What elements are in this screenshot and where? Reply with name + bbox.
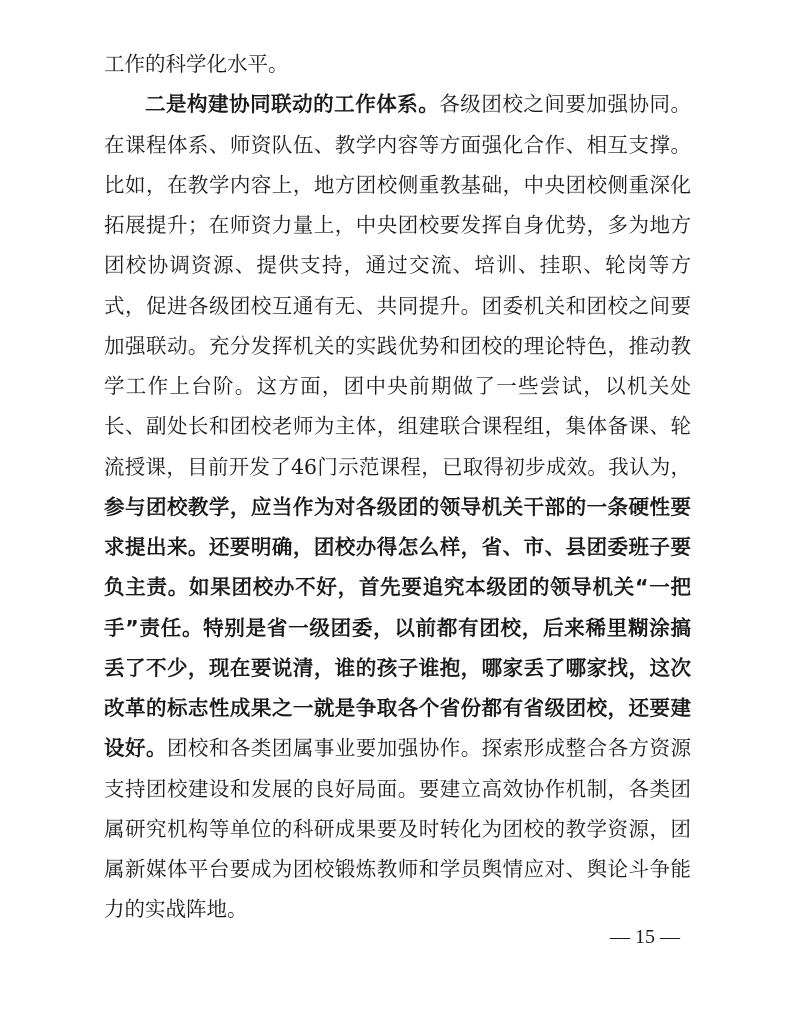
text-segment: 比如，在教学内容上，地方团校侧重教基础，中央团校侧重深化 <box>104 172 691 197</box>
text-segment: 属研究机构等单位的科研成果要及时转化为团校的教学资源，团 <box>104 816 691 841</box>
text-segment: 流授课，目前开发了46门示范课程，已取得初步成效。我认为， <box>104 454 691 479</box>
text-line <box>104 733 691 763</box>
bold-text-segment: 丢了不少，现在要说清，谁的孩子谁抱，哪家丢了哪家找，这次 <box>104 655 691 680</box>
text-segment: 力的实战阵地。 <box>104 897 248 922</box>
text-segment: 团校协调资源、提供支持，通过交流、培训、挂职、轮岗等方 <box>104 253 691 278</box>
text-segment: 长、副处长和团校老师为主体，组建联合课程组，集体备课、轮 <box>104 414 691 439</box>
text-line <box>104 371 691 401</box>
text-line <box>104 210 691 240</box>
text-segment: 工作的科学化水平。 <box>104 52 289 76</box>
bold-text-segment: 手”责任。特别是省一级团委，以前都有团校，后来稀里糊涂搞 <box>104 615 691 640</box>
text-line <box>104 452 691 482</box>
page-number: — 15 — <box>610 926 680 948</box>
text-segment: 拓展提升；在师资力量上，中央团校要发挥自身优势，多为地方 <box>104 213 691 237</box>
bold-text-segment: 参与团校教学，应当作为对各级团的领导机关干部的一条硬性要 <box>104 494 691 519</box>
text-segment: 在课程体系、师资队伍、教学内容等方面强化合作、相互支撑。 <box>104 132 691 157</box>
text-line <box>104 894 691 924</box>
text-segment: 式，促进各级团校互通有无、共同提升。团委机关和团校之间要 <box>104 293 691 318</box>
text-segment: 学工作上台阶。这方面，团中央前期做了一些尝试，以机关处 <box>104 374 691 398</box>
bold-text-segment: 改革的标志性成果之一就是争取各个省份都有省级团校，还要建 <box>104 696 691 720</box>
text-line <box>104 693 691 723</box>
text-line <box>104 492 691 522</box>
text-segment: 各级团校之间要加强协同。 <box>439 92 692 117</box>
text-line <box>104 854 691 884</box>
text-line <box>104 411 691 441</box>
text-line <box>104 170 691 200</box>
text-line <box>104 653 691 683</box>
text-line <box>104 532 691 562</box>
text-line <box>104 774 691 804</box>
text-segment: 支持团校建设和发展的良好局面。要建立高效协作机制，各类团 <box>104 776 691 801</box>
text-line <box>104 250 691 280</box>
text-line <box>104 814 691 844</box>
bold-text-segment: 设好。 <box>104 736 167 761</box>
text-line <box>104 331 691 361</box>
text-line <box>104 49 691 79</box>
text-segment: 属新媒体平台要成为团校锻炼教师和学员舆情应对、舆论斗争能 <box>104 857 691 881</box>
text-line <box>104 130 691 160</box>
bold-text-segment: 求提出来。还要明确，团校办得怎么样，省、市、县团委班子要 <box>104 535 691 559</box>
text-line <box>104 613 691 643</box>
text-line <box>145 89 691 119</box>
text-line <box>104 572 691 602</box>
text-line <box>104 291 691 321</box>
text-segment: 加强联动。充分发挥机关的实践优势和团校的理论特色，推动教 <box>104 333 691 358</box>
bold-text-segment: 负主责。如果团校办不好，首先要追究本级团的领导机关“一把 <box>104 575 691 600</box>
text-segment: 团校和各类团属事业要加强协作。探索形成整合各方资源 <box>166 736 692 761</box>
heading-text-segment: 二是构建协同联动的工作体系。 <box>145 92 440 117</box>
